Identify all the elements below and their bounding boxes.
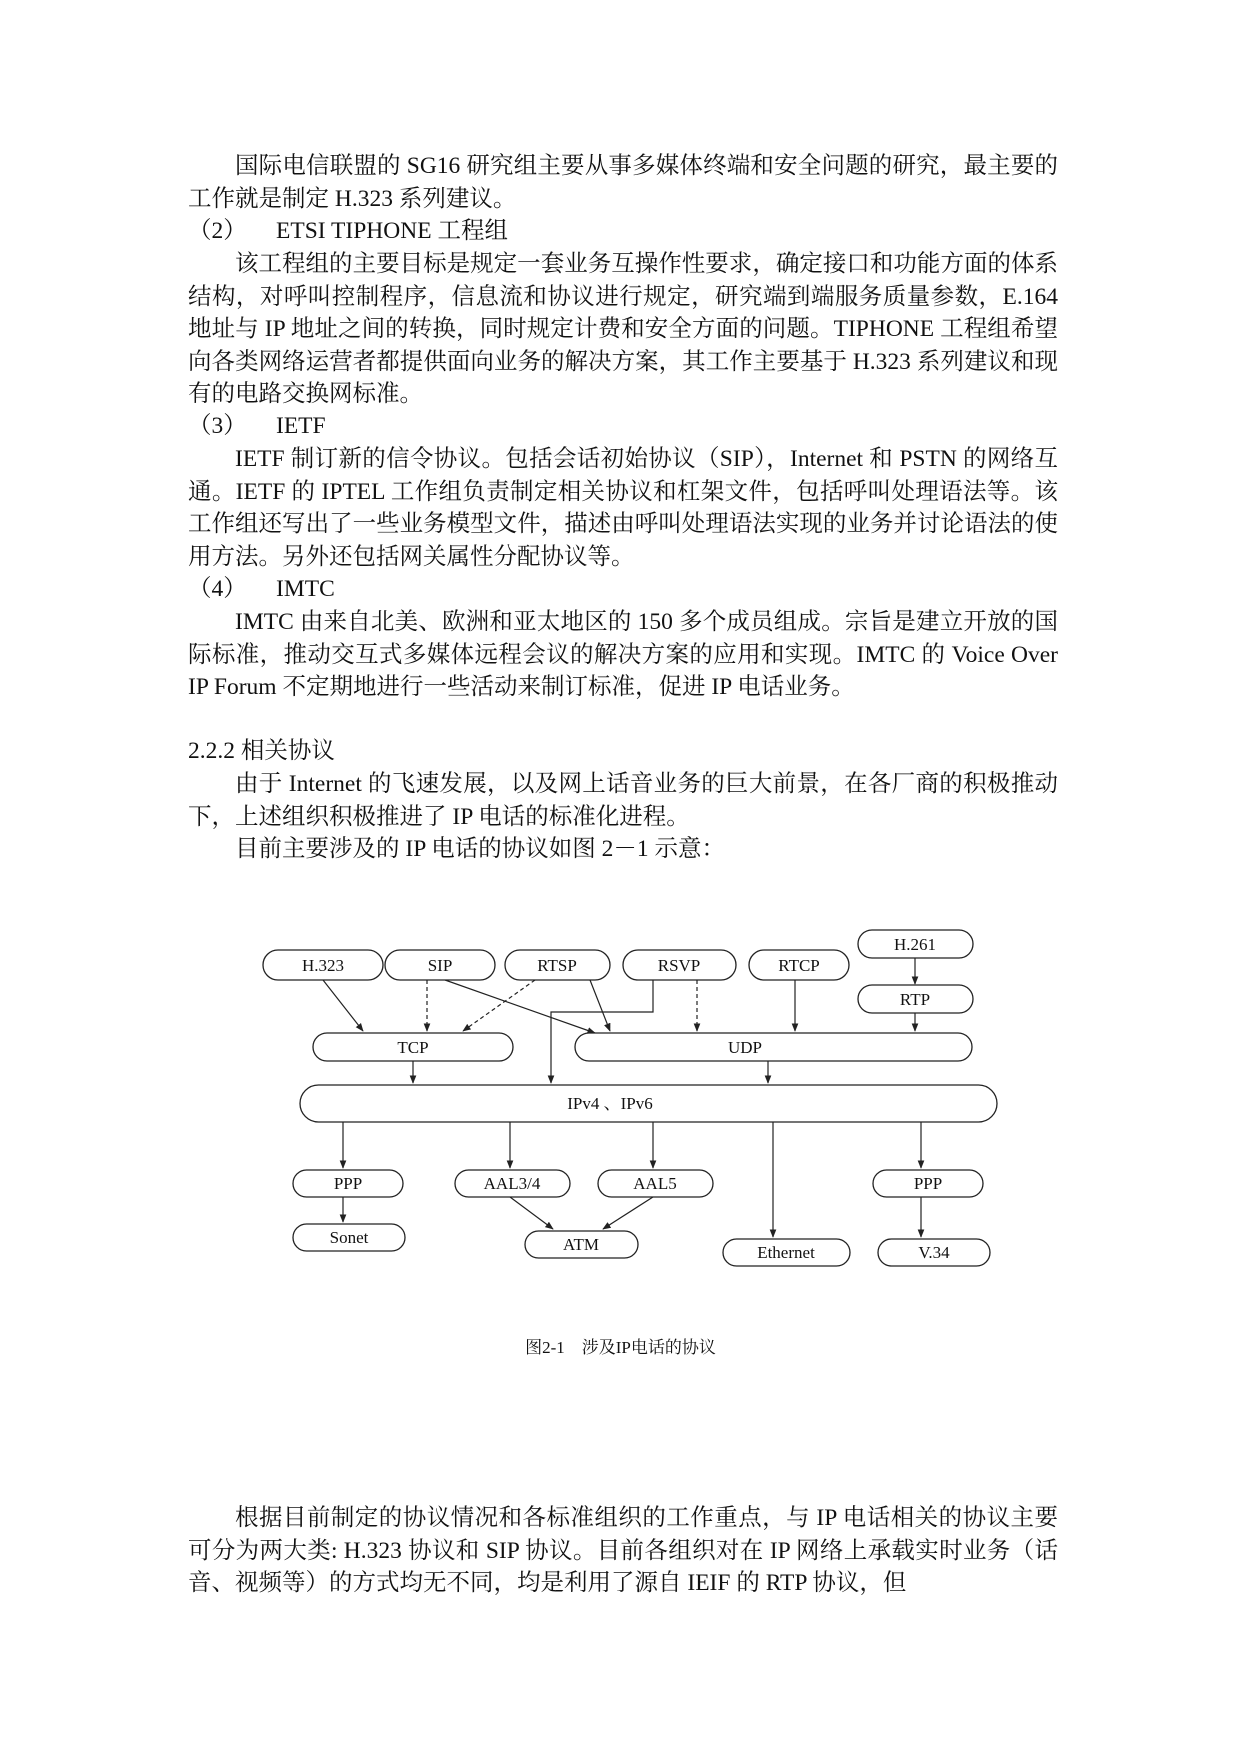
heading-text: IMTC [276,576,335,602]
node-label: UDP [727,1038,763,1057]
paragraph-ietf: IETF 制订新的信令协议。包括会话初始协议（SIP），Internet 和 PSTN 的网络互通。IETF 的 IPTEL 工作组负责制定相关协议和杠架文件，包括呼叫处理语法等。该工作组还写出了一些业务模型文件，描述由呼叫处理语法实现的业务并讨论语法的使用方法。另外还包括网关属性分配协议等。 [188,446,1058,570]
edge-h323-tcp [323,980,363,1031]
node-h261 [858,930,973,958]
node-label: TCP [397,1038,429,1057]
node-atm [525,1231,638,1258]
heading-number: （2） [188,218,247,244]
node-label: AAL5 [633,1174,677,1193]
paragraph-imtc: IMTC 由来自北美、欧洲和亚太地区的 150 多个成员组成。宗旨是建立开放的国际标准，推动交互式多媒体远程会议的解决方案的应用和实现。IMTC 的 Voice Over IP Forum 不定期地进行一些活动来制订标准，促进 IP 电话业务。 [188,609,1058,700]
node-label: Ethernet [757,1243,815,1262]
edge-aal5-atm [603,1197,653,1229]
paragraph-related-protocols: 由于 Internet 的飞速发展，以及网上话音业务的巨大前景，在各厂商的积极推动下，上述组织积极推进了 IP 电话的标准化进程。 [188,771,1058,830]
node-ip [300,1085,997,1122]
node-label: PPP [913,1174,943,1193]
node-ppp-left [293,1170,403,1197]
section-heading: 2.2.2 相关协议 [188,738,335,764]
node-label: PPP [333,1174,363,1193]
paragraph-figure-intro: 目前主要涉及的 IP 电话的协议如图 2－1 示意： [235,836,726,862]
node-ppp-right [873,1170,983,1197]
edge-rsvp-ip [551,980,653,1083]
node-rsvp [623,950,736,980]
node-label: Sonet [329,1228,369,1247]
paragraph-protocol-classes: 根据目前制定的协议情况和各标准组织的工作重点，与 IP 电话相关的协议主要可分为两大类: H.323 协议和 SIP 协议。目前各组织对在 IP 网络上承载实时业务（话音、视频等）的方式均无不同，均是利用了源自 IEIF 的 RTP 协议，但 [188,1505,1058,1596]
node-sip [385,950,495,980]
node-label: IPv4 、IPv6 [567,1094,653,1113]
node-rtcp [749,950,849,980]
node-h323 [263,950,383,980]
node-sonet [293,1224,405,1251]
node-tcp [313,1033,513,1061]
node-label: V.34 [918,1243,950,1262]
edge-aal34-atm [510,1197,553,1229]
node-label: RTP [899,990,931,1009]
node-rtp [858,985,973,1013]
node-udp [575,1033,972,1061]
edge-sip-udp [445,980,595,1033]
node-label: RTSP [537,956,577,975]
node-aal5 [598,1170,713,1197]
node-label: RTCP [778,956,820,975]
node-label: AAL3/4 [483,1174,541,1193]
node-v34 [878,1239,990,1266]
node-label: RSVP [657,956,701,975]
node-rtsp [505,950,610,980]
node-label: H.323 [301,956,345,975]
heading-number: （3） [188,413,247,439]
node-label: SIP [427,956,453,975]
figure-caption: 图2-1 涉及IP电话的协议 [525,1338,716,1357]
edge-rtsp-tcp [463,980,535,1031]
edge-rtsp-udp [590,980,610,1031]
node-label: H.261 [893,935,937,954]
heading-text: ETSI TIPHONE 工程组 [276,218,508,244]
node-aal34 [455,1170,570,1197]
node-label: ATM [563,1235,599,1254]
heading-text: IETF [276,413,326,439]
heading-number: （4） [188,576,247,602]
node-ethernet [723,1239,850,1266]
paragraph-sg16: 国际电信联盟的 SG16 研究组主要从事多媒体终端和安全问题的研究，最主要的工作就是制定 H.323 系列建议。 [188,153,1058,212]
paragraph-etsi: 该工程组的主要目标是规定一套业务互操作性要求，确定接口和功能方面的体系结构，对呼叫控制程序，信息流和协议进行规定，研究端到端服务质量参数，E.164 地址与 IP 地址之间的转换，同时规定计费和安全方面的问题。TIPHONE 工程组希望向各类网络运营者都提供面向业务的解决方案，其工作主要基于 H.323 系列建议和现有的电路交换网标准。 [188,251,1058,407]
